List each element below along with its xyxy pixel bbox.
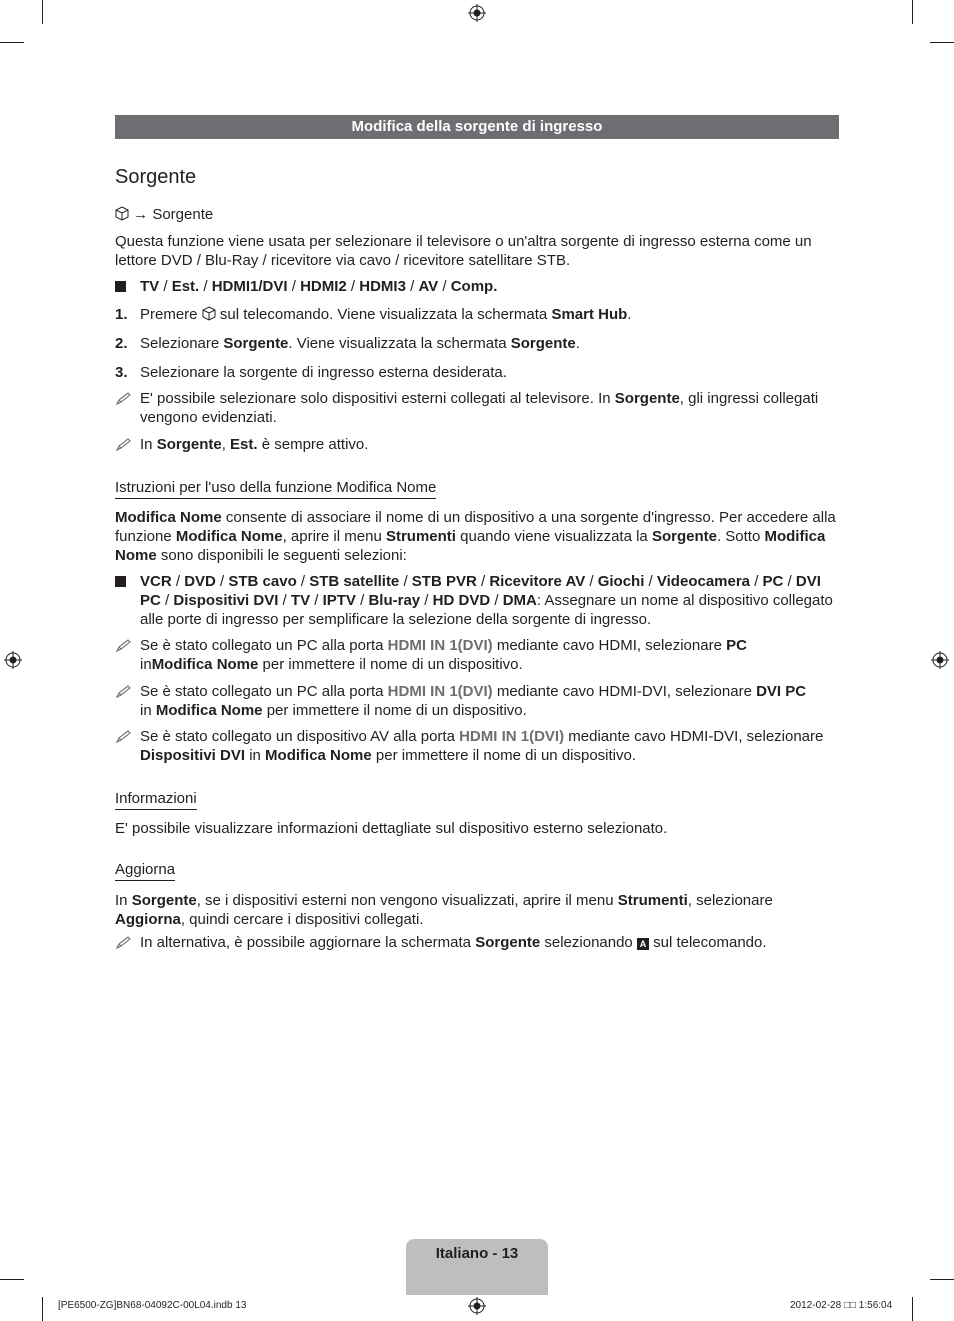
list-item: Ricevitore AV <box>489 573 586 590</box>
print-slug-left: [PE6500-ZG]BN68-04092C-00L04.indb 13 <box>58 1300 247 1311</box>
menu-icon <box>115 206 129 221</box>
note-pencil-icon <box>115 638 133 654</box>
list-item: Comp. <box>450 278 498 295</box>
sources-line: TV / Est. / HDMI1/DVI / HDMI2 / HDMI3 / AV / Comp. <box>140 278 498 295</box>
menu-path-text: → Sorgente <box>133 206 214 223</box>
section-heading-refresh: Aggiorna <box>115 860 175 881</box>
list-item: STB PVR <box>411 573 477 590</box>
bullet-square <box>115 277 137 297</box>
list-item: DVD <box>184 573 216 590</box>
page-number-tab: Italiano - 13 <box>406 1239 548 1295</box>
list-item: IPTV <box>322 592 356 609</box>
note-pencil-icon <box>115 729 133 745</box>
registration-mark-icon <box>468 1297 486 1315</box>
menu-icon <box>202 306 216 321</box>
step-3: Selezionare la sorgente di ingresso esterna desiderata. <box>140 364 507 381</box>
rename-paragraph: Modifica Nome consente di associare il nome di un dispositivo a una sorgente d'ingresso. Per accedere alla funzione Modifica Nome, aprire il menu Strumenti quando viene visualizzata la Sorgente. Sotto Modifica Nome sono disponibili le seguenti selezioni: <box>115 509 836 564</box>
list-item: HDMI1/DVI <box>211 278 288 295</box>
crop-mark <box>0 1279 24 1280</box>
list-item: HDMI3 <box>359 278 406 295</box>
note: In Sorgente, Est. è sempre attivo. <box>140 436 369 453</box>
note: Se è stato collegato un dispositivo AV alla porta HDMI IN 1(DVI) mediante cavo HDMI-DVI, selezionare Dispositivi DVI in Modifica Nome per immettere il nome di un dispositivo. <box>140 728 824 764</box>
crop-mark <box>912 0 913 24</box>
list-item: AV <box>418 278 439 295</box>
list-item: DMA <box>502 592 537 609</box>
print-slug-right: 2012-02-28 □□ 1:56:04 <box>790 1300 893 1311</box>
list-item: HD DVD <box>432 592 491 609</box>
note: Se è stato collegato un PC alla porta HDMI IN 1(DVI) mediante cavo HDMI-DVI, selezionare DVI PC in Modifica Nome per immettere il nome di un dispositivo. <box>140 683 807 719</box>
list-item: STB cavo <box>228 573 297 590</box>
section-heading-rename: Istruzioni per l'uso della funzione Modifica Nome <box>115 478 436 499</box>
registration-mark-icon <box>931 651 949 669</box>
intro-paragraph: Questa funzione viene usata per selezionare il televisore o un'altra sorgente di ingresso esterna come un lettore DVD / Blu-Ray / ricevitore via cavo / ricevitore satellitare STB. <box>115 233 812 269</box>
note: Se è stato collegato un PC alla porta HDMI IN 1(DVI) mediante cavo HDMI, selezionare PC inModifica Nome per immettere il nome di un dispositivo. <box>140 637 747 673</box>
list-item: Giochi <box>597 573 645 590</box>
note: In alternativa, è possibile aggiornare la schermata Sorgente selezionando A sul telecomando. <box>140 934 767 951</box>
step-2: Selezionare Sorgente. Viene visualizzata la schermata Sorgente. <box>140 335 580 352</box>
note-pencil-icon <box>115 437 133 453</box>
crop-mark <box>42 1297 43 1321</box>
crop-mark <box>930 1279 954 1280</box>
section-header-bar: Modifica della sorgente di ingresso <box>115 115 839 139</box>
step-number: 2. <box>115 335 128 352</box>
registration-mark-icon <box>4 651 22 669</box>
note-pencil-icon <box>115 684 133 700</box>
list-item: TV <box>140 278 160 295</box>
registration-mark-icon <box>468 4 486 22</box>
list-item: PC <box>762 573 784 590</box>
list-item: Blu-ray <box>368 592 421 609</box>
step-1: Premere sul telecomando. Viene visualizzata la schermata Smart Hub. <box>140 306 632 323</box>
step-number: 1. <box>115 306 128 323</box>
step-number: 3. <box>115 364 128 381</box>
list-item: HDMI2 <box>300 278 347 295</box>
crop-mark <box>912 1297 913 1321</box>
page-title: Sorgente <box>115 166 197 188</box>
remote-a-button-icon: A <box>637 938 649 950</box>
list-item: Est. <box>171 278 200 295</box>
crop-mark <box>930 42 954 43</box>
section-heading-info: Informazioni <box>115 789 197 810</box>
bullet-square <box>115 572 137 592</box>
note-pencil-icon <box>115 935 133 951</box>
menu-path <box>115 205 839 224</box>
list-item: TV <box>290 592 311 609</box>
devices-line: VCR / DVD / STB cavo / STB satellite / STB PVR / Ricevitore AV / Giochi / Videocamera / PC / DVI PC / Dispositivi DVI / TV / IPTV / Blu-ray / HD DVD / DMA: Assegnare un nome al dispositivo collegato alle porte di ingresso per semplificare la selezione della sorgente di ingresso. <box>140 573 833 628</box>
refresh-paragraph: In Sorgente, se i dispositivi esterni non vengono visualizzati, aprire il menu Strumenti, selezionare Aggiorna, quindi cercare i dispositivi collegati. <box>115 892 773 928</box>
crop-mark <box>42 0 43 24</box>
crop-mark <box>0 42 24 43</box>
note: E' possibile selezionare solo dispositivi esterni collegati al televisore. In Sorgente, gli ingressi collegati vengono evidenziati. <box>140 390 819 426</box>
list-item: VCR <box>140 573 172 590</box>
list-item: DVI PC <box>140 573 821 609</box>
note-pencil-icon <box>115 391 133 407</box>
list-item: Dispositivi DVI <box>173 592 279 609</box>
info-paragraph: E' possibile visualizzare informazioni dettagliate sul dispositivo esterno selezionato. <box>115 820 668 837</box>
list-item: STB satellite <box>309 573 400 590</box>
list-item: Videocamera <box>656 573 751 590</box>
